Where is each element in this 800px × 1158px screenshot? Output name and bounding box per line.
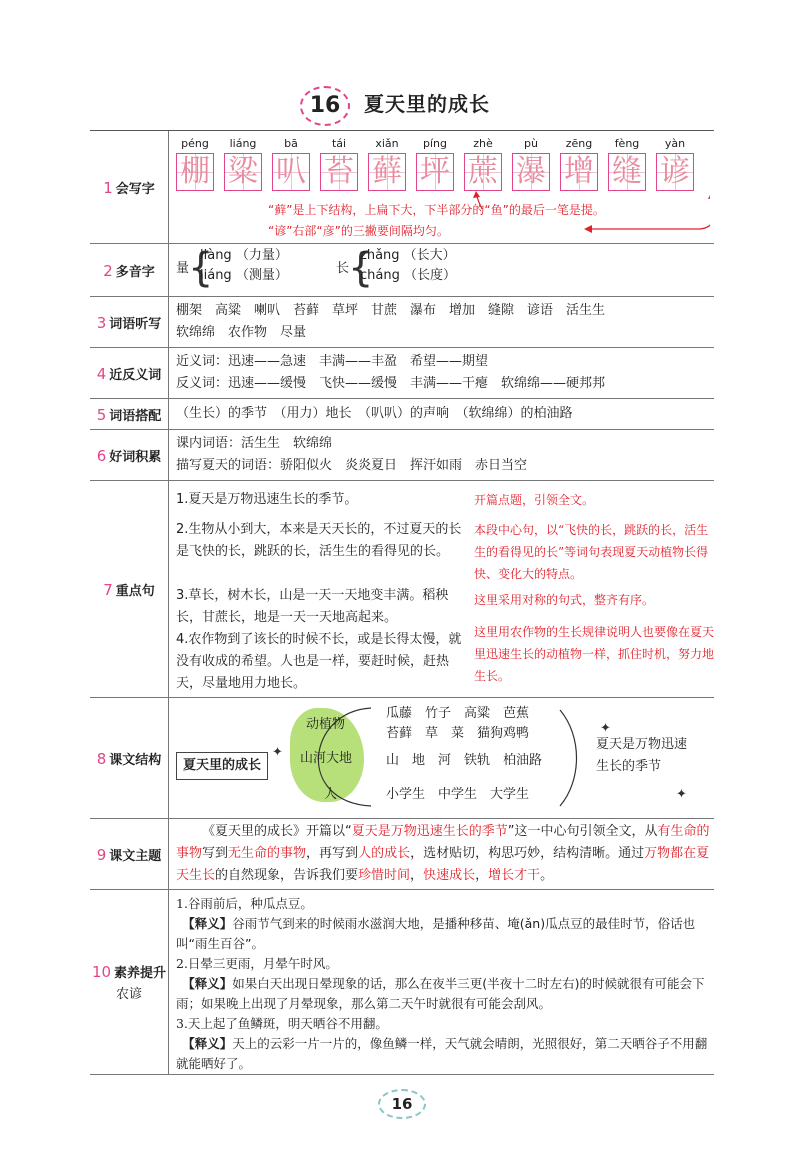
key-sentence: 2.生物从小到大，本来是天天长的，不过夏天的长是飞快的长，跳跃的长，活生生的看得见的长。 — [176, 522, 462, 559]
brace-icon: { — [348, 245, 374, 291]
section-synonyms — [90, 348, 714, 399]
section-collocation — [90, 399, 714, 430]
key-note: 开篇点题，引领全文。 — [474, 493, 595, 507]
structure-diagram — [176, 698, 714, 818]
pinyin-label: píng — [423, 137, 447, 150]
good-words-line: 描写夏天的词语：骄阳似火 炎炎夏日 挥汗如雨 赤日当空 — [176, 458, 528, 473]
theme-highlight: 人的成长 — [358, 846, 411, 861]
proverb-title: 2.日晕三更雨，月晕午时风。 — [176, 956, 338, 971]
branch-items: 山 地 河 铁轨 柏油路 — [386, 753, 543, 768]
section-dictation — [90, 297, 714, 348]
branch-name: 山河大地 — [300, 751, 353, 766]
antonym-line: 反义词：迅速——缓慢 飞快——缓慢 丰满——干瘪 软绵绵——硬邦邦 — [176, 376, 606, 391]
char-box: 苔 — [320, 153, 358, 191]
lesson-number: 16 — [300, 86, 350, 126]
char-box: 棚 — [176, 153, 214, 191]
section-key-sentences — [90, 481, 714, 698]
lesson-title: 夏天里的成长 — [364, 92, 490, 116]
key-note: 本段中心句，以“飞快的长，跳跃的长，活生生的看得见的长”等词句表现夏天动植物长得快、变化大的特点。 — [474, 523, 709, 581]
synonyms-content — [176, 351, 714, 398]
section-label: 3 词语听写 — [90, 297, 169, 347]
char-note: “谚”右部“彦”的三撇要间隔均匀。 — [268, 224, 449, 238]
theme-text: ， — [475, 868, 489, 883]
char-box: 瀑 — [512, 153, 550, 191]
proverb-explanation: 【释义】如果白天出现日晕现象的话，那么在夜半三更(半夜十二时左右)的时候就很有可能会下雨；如果晚上出现了月晕现象，那么第二天午时就很有可能会刮风。 — [176, 976, 705, 1011]
good-words-line: 课内词语：活生生 软绵绵 — [176, 436, 333, 451]
section-label: 5 词语搭配 — [90, 399, 169, 429]
study-table — [90, 130, 714, 1075]
structure-root: 夏天里的成长 — [176, 752, 268, 780]
dictation-line: 棚架 高粱 喇叭 苔藓 草坪 甘蔗 瀑布 增加 缝隙 谚语 活生生 — [176, 303, 606, 318]
theme-text: ，再写到 — [306, 846, 359, 861]
theme-text: 写到 — [202, 846, 229, 861]
branch-name: 人 — [324, 787, 338, 802]
pinyin-label: bā — [284, 137, 298, 150]
char-box: 增 — [560, 153, 598, 191]
proverb-explanation: 【释义】谷雨节气到来的时候雨水滋润大地，是播种移苗、埯(ǎn)瓜点豆的最佳时节，俗话也叫“雨生百谷”。 — [176, 916, 696, 951]
char-note: “藓”是上下结构，上扁下大，下半部分的“鱼”的最后一笔是提。 — [268, 203, 605, 217]
proverb-explanation: 【释义】天上的云彩一片一片的，像鱼鳞一样，天气就会晴朗，光照很好，第二天晒谷子不用翻就能晒好了。 — [176, 1036, 708, 1071]
theme-text: ，选材贴切，构思巧妙，结构清晰。通过 — [410, 846, 645, 861]
section-label: 8 课文结构 — [90, 698, 169, 818]
note-arrows — [180, 189, 710, 241]
section-label: 1 会写字 — [90, 131, 169, 243]
char-box: 粱 — [224, 153, 262, 191]
polyphone-reading: zhǎng （长大） — [360, 248, 456, 263]
theme-highlight: 快速成长 — [423, 868, 476, 883]
char-box: 缝 — [608, 153, 646, 191]
good-words-content — [176, 433, 714, 480]
polyphone-reading: liàng （力量） — [200, 248, 288, 263]
bracket-shape — [556, 706, 586, 810]
char-box: 叭 — [272, 153, 310, 191]
pinyin-label: tái — [331, 137, 347, 150]
polyphone-reading: liáng （测量） — [200, 268, 288, 283]
section-theme — [90, 819, 714, 890]
section-polyphone — [90, 244, 714, 297]
page-number: 16 — [378, 1089, 426, 1119]
key-sentences-content — [176, 481, 714, 697]
char-box: 谚 — [656, 153, 694, 191]
section-label: 10 素养提升 农谚 — [90, 890, 169, 1074]
key-sentence: 4.农作物到了该长的时候不长，或是长得太慢，就没有收成的希望。人也是一样，要赶时候，赶热天，尽量地用力地长。 — [176, 632, 462, 691]
theme-text: 《夏天里的成长》开篇以“ — [202, 824, 352, 839]
pinyin-label: yàn — [664, 137, 686, 150]
polyphone-char: 量 — [176, 261, 190, 276]
lesson-header — [0, 80, 800, 130]
sparkle-icon: ✦ — [272, 745, 283, 760]
theme-highlight: 珍惜时间 — [358, 868, 411, 883]
proverb-title: 3.天上起了鱼鳞斑，明天晒谷不用翻。 — [176, 1016, 388, 1031]
theme-text: 。 — [540, 868, 554, 883]
polyphone-reading: cháng （长度） — [360, 268, 456, 283]
branch-items: 瓜藤 竹子 高粱 芭蕉 苔藓 草 菜 猫狗鸡鸭 — [386, 706, 530, 741]
section-label: 7 重点句 — [90, 481, 169, 697]
dictation-content — [176, 300, 714, 347]
section-proverbs — [90, 890, 714, 1075]
theme-highlight: 无生命的事物 — [228, 846, 307, 861]
theme-content — [176, 821, 714, 889]
theme-highlight: 万物都在夏天生长 — [176, 846, 710, 883]
char-box: 藓 — [368, 153, 406, 191]
section-write-chars — [90, 131, 714, 244]
theme-highlight: 有生命的事物 — [176, 824, 710, 861]
section-label: 6 好词积累 — [90, 430, 169, 480]
theme-text: ， — [410, 868, 424, 883]
collocation-content: （生长）的季节 （用力）地长 （叭叭）的声响 （软绵绵）的柏油路 — [176, 406, 573, 421]
key-sentence: 3.草长，树木长，山是一天一天地变丰满。稻秧长，甘蔗长，地是一天一天地高起来。 — [176, 588, 449, 625]
theme-text: 的自然现象，告诉我们要 — [215, 868, 359, 883]
sparkle-icon: ✦ — [600, 721, 611, 736]
polyphone-char: 长 — [336, 261, 350, 276]
pinyin-label: fèng — [614, 137, 640, 150]
pinyin-label: péng — [181, 137, 209, 150]
proverbs-content — [176, 894, 714, 1074]
sparkle-icon: ✦ — [676, 787, 687, 802]
pinyin-label: xiǎn — [375, 137, 399, 150]
section-label: 9 课文主题 — [90, 819, 169, 889]
section-structure — [90, 698, 714, 819]
section-label: 4 近反义词 — [90, 348, 169, 398]
section-label: 2 多音字 — [90, 244, 169, 296]
theme-highlight: 夏天是万物迅速生长的季节 — [351, 824, 508, 839]
synonym-line: 近义词：迅速——急速 丰满——丰盈 希望——期望 — [176, 354, 489, 369]
proverb-title: 1.谷雨前后，种瓜点豆。 — [176, 896, 313, 911]
pinyin-label: liáng — [229, 137, 257, 150]
structure-conclusion: 夏天是万物迅速生长的季节 — [596, 737, 688, 774]
polyphone-content — [176, 245, 714, 296]
theme-text: ”这一中心句引领全文，从 — [507, 824, 658, 839]
branch-items: 小学生 中学生 大学生 — [386, 787, 530, 802]
section-good-words — [90, 430, 714, 481]
branch-name: 动植物 — [306, 717, 346, 732]
pinyin-label: zēng — [565, 137, 593, 150]
char-box: 蔗 — [464, 153, 502, 191]
pinyin-label: pù — [524, 137, 538, 150]
dictation-line: 软绵绵 农作物 尽量 — [176, 325, 307, 340]
brace-icon: { — [188, 245, 214, 291]
theme-highlight: 增长才干 — [488, 868, 541, 883]
char-box: 坪 — [416, 153, 454, 191]
key-note: 这里用农作物的生长规律说明人也要像在夏天里迅速生长的动植物一样，抓住时机，努力地生长。 — [474, 625, 715, 683]
key-sentence: 1.夏天是万物迅速生长的季节。 — [176, 492, 358, 507]
pinyin-label: zhè — [473, 137, 493, 150]
key-note: 这里采用对称的句式，整齐有序。 — [474, 593, 655, 607]
